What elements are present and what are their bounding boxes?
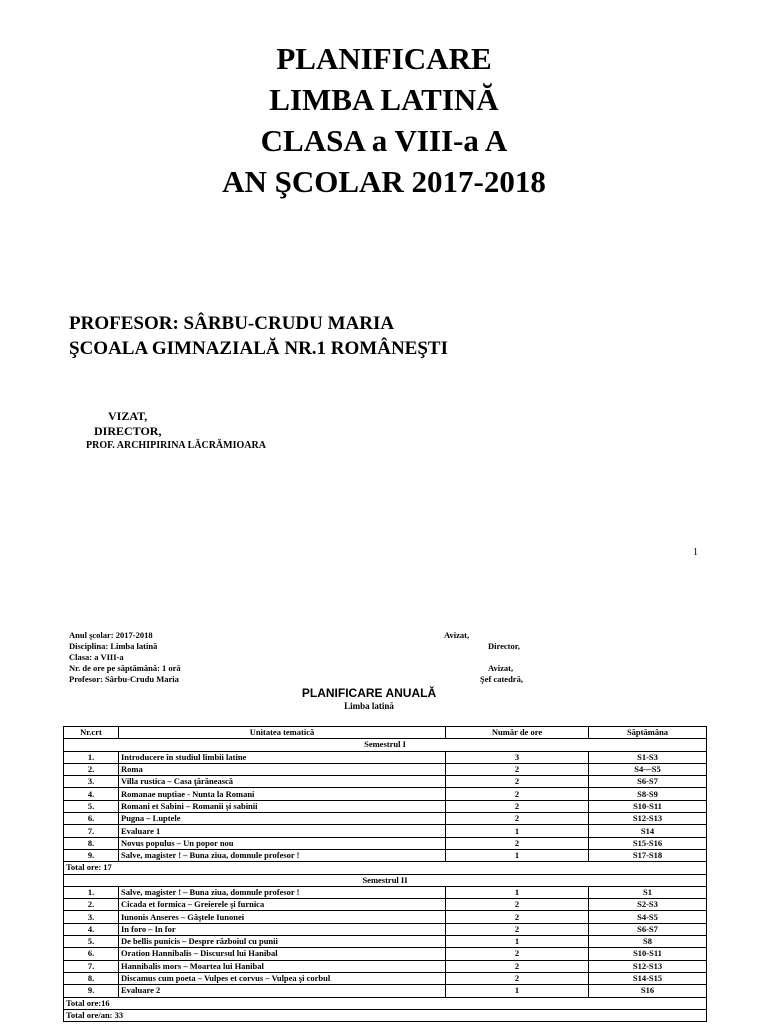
row-unit: Evaluare 1 bbox=[119, 825, 446, 837]
row-hours: 2 bbox=[446, 837, 589, 849]
row-hours: 2 bbox=[446, 776, 589, 788]
title-line-2: LIMBA LATINĂ bbox=[269, 82, 499, 117]
row-hours: 1 bbox=[446, 849, 589, 861]
header-unit: Unitatea tematică bbox=[119, 727, 446, 739]
row-week: S15-S16 bbox=[589, 837, 707, 849]
row-hours: 2 bbox=[446, 960, 589, 972]
row-week: S8-S9 bbox=[589, 788, 707, 800]
meta-class: Clasa: a VIII-a bbox=[69, 652, 124, 662]
school-name: ŞCOALA GIMNAZIALĂ NR.1 ROMÂNEŞTI bbox=[69, 338, 448, 359]
row-unit: Romani et Sabini – Romanii şi sabinii bbox=[119, 800, 446, 812]
row-number: 2. bbox=[64, 763, 119, 775]
row-hours: 2 bbox=[446, 899, 589, 911]
table-row bbox=[64, 985, 707, 997]
semester-2-total: Total ore:16 bbox=[64, 997, 707, 1009]
row-week: S1 bbox=[589, 886, 707, 898]
page-number: 1 bbox=[693, 547, 698, 558]
table-row bbox=[64, 800, 707, 812]
row-hours: 2 bbox=[446, 763, 589, 775]
row-unit: Romanae nuptiae - Nunta la Romani bbox=[119, 788, 446, 800]
semester-1-row bbox=[64, 739, 707, 751]
meta-sef-catedra: Şef catedră, bbox=[480, 674, 523, 684]
row-number: 4. bbox=[64, 788, 119, 800]
table-row bbox=[64, 923, 707, 935]
row-hours: 2 bbox=[446, 948, 589, 960]
table-row bbox=[64, 911, 707, 923]
row-week: S4—S5 bbox=[589, 763, 707, 775]
table-row bbox=[64, 813, 707, 825]
meta-avizat-1: Avizat, bbox=[444, 630, 470, 640]
row-unit: Pugna – Luptele bbox=[119, 813, 446, 825]
row-number: 4. bbox=[64, 923, 119, 935]
row-week: S8 bbox=[589, 936, 707, 948]
row-unit: In foro – In for bbox=[119, 923, 446, 935]
table-row bbox=[64, 837, 707, 849]
row-hours: 2 bbox=[446, 923, 589, 935]
row-week: S2-S3 bbox=[589, 899, 707, 911]
row-week: S17-S18 bbox=[589, 849, 707, 861]
table-row bbox=[64, 948, 707, 960]
row-unit: Cicada et formica – Greierele şi furnica bbox=[119, 899, 446, 911]
row-unit: Discamus cum poeta – Vulpes et corvus – Vulpea şi corbul bbox=[119, 972, 446, 984]
row-number: 1. bbox=[64, 886, 119, 898]
title-line-1: PLANIFICARE bbox=[276, 41, 492, 76]
row-unit: Salve, magister ! – Buna ziua, domnule profesor ! bbox=[119, 849, 446, 861]
title-line-3: CLASA a VIII-a A bbox=[260, 123, 508, 158]
title-line-4: AN ŞCOLAR 2017-2018 bbox=[222, 164, 546, 199]
row-week: S14 bbox=[589, 825, 707, 837]
row-number: 9. bbox=[64, 985, 119, 997]
row-week: S12-S13 bbox=[589, 960, 707, 972]
row-unit: Roma bbox=[119, 763, 446, 775]
table-row bbox=[64, 899, 707, 911]
director-name: PROF. ARCHIPIRINA LĂCRĂMIOARA bbox=[86, 440, 266, 451]
row-number: 5. bbox=[64, 800, 119, 812]
row-week: S6-S7 bbox=[589, 923, 707, 935]
row-hours: 2 bbox=[446, 800, 589, 812]
grand-total-row bbox=[64, 1009, 707, 1021]
meta-teacher: Profesor: Sârbu-Crudu Maria bbox=[69, 674, 179, 684]
table-row bbox=[64, 886, 707, 898]
semester-1-total-row bbox=[64, 862, 707, 874]
semester-1-total: Total ore: 17 bbox=[64, 862, 707, 874]
row-unit: Evaluare 2 bbox=[119, 985, 446, 997]
row-number: 2. bbox=[64, 899, 119, 911]
row-unit: Iunonis Anseres – Gâştele Iunonei bbox=[119, 911, 446, 923]
row-unit: Introducere în studiul limbii latine bbox=[119, 751, 446, 763]
row-week: S6-S7 bbox=[589, 776, 707, 788]
table-row bbox=[64, 776, 707, 788]
vizat-label: VIZAT, bbox=[108, 409, 148, 423]
row-unit: De bellis punicis – Despre războiul cu punii bbox=[119, 936, 446, 948]
table-row bbox=[64, 936, 707, 948]
row-number: 3. bbox=[64, 776, 119, 788]
semester-2-row bbox=[64, 874, 707, 886]
row-hours: 1 bbox=[446, 886, 589, 898]
row-number: 1. bbox=[64, 751, 119, 763]
header-nrcrt: Nr.crt bbox=[64, 727, 119, 739]
teacher-name: PROFESOR: SÂRBU-CRUDU MARIA bbox=[69, 313, 395, 334]
row-unit: Novus populus – Un popor nou bbox=[119, 837, 446, 849]
plan-title: PLANIFICARE ANUALĂ bbox=[301, 686, 437, 700]
plan-subtitle: Limba latină bbox=[344, 701, 394, 711]
row-hours: 3 bbox=[446, 751, 589, 763]
row-hours: 2 bbox=[446, 972, 589, 984]
meta-discipline: Disciplina: Limba latină bbox=[69, 641, 158, 651]
table-row bbox=[64, 763, 707, 775]
table-header-row bbox=[64, 727, 707, 739]
row-number: 8. bbox=[64, 972, 119, 984]
row-hours: 2 bbox=[446, 788, 589, 800]
table-row bbox=[64, 825, 707, 837]
row-week: S10-S11 bbox=[589, 800, 707, 812]
row-hours: 1 bbox=[446, 936, 589, 948]
meta-avizat-2: Avizat, bbox=[488, 663, 514, 673]
row-number: 9. bbox=[64, 849, 119, 861]
row-number: 8. bbox=[64, 837, 119, 849]
row-unit: Salve, magister ! – Buna ziua, domnule profesor ! bbox=[119, 886, 446, 898]
table-row bbox=[64, 972, 707, 984]
row-hours: 1 bbox=[446, 985, 589, 997]
row-week: S10-S11 bbox=[589, 948, 707, 960]
row-week: S1-S3 bbox=[589, 751, 707, 763]
row-unit: Villa rustica – Casa ţărănească bbox=[119, 776, 446, 788]
row-number: 6. bbox=[64, 813, 119, 825]
row-number: 5. bbox=[64, 936, 119, 948]
row-unit: Hannibalis mors – Moartea lui Hanibal bbox=[119, 960, 446, 972]
semester-1-label: Semestrul I bbox=[64, 739, 707, 751]
row-unit: Oration Hannibalis – Discursul lui Hanibal bbox=[119, 948, 446, 960]
meta-year: Anul şcolar: 2017-2018 bbox=[69, 630, 153, 640]
document-title bbox=[0, 38, 768, 202]
table-row bbox=[64, 751, 707, 763]
row-hours: 1 bbox=[446, 825, 589, 837]
row-number: 7. bbox=[64, 825, 119, 837]
semester-2-total-row bbox=[64, 997, 707, 1009]
row-week: S16 bbox=[589, 985, 707, 997]
grand-total: Total ore/an: 33 bbox=[64, 1009, 707, 1021]
semester-2-label: Semestrul II bbox=[64, 874, 707, 886]
meta-director: Director, bbox=[488, 641, 520, 651]
table-row bbox=[64, 849, 707, 861]
table-row bbox=[64, 788, 707, 800]
director-label: DIRECTOR, bbox=[94, 424, 162, 438]
row-week: S4-S5 bbox=[589, 911, 707, 923]
row-week: S14-S15 bbox=[589, 972, 707, 984]
header-week: Săptămâna bbox=[589, 727, 707, 739]
row-hours: 2 bbox=[446, 911, 589, 923]
header-hours: Număr de ore bbox=[446, 727, 589, 739]
table-row bbox=[64, 960, 707, 972]
meta-hours: Nr. de ore pe săptămână: 1 oră bbox=[69, 663, 181, 673]
row-number: 7. bbox=[64, 960, 119, 972]
annual-plan-table bbox=[63, 726, 707, 1022]
row-hours: 2 bbox=[446, 813, 589, 825]
row-number: 6. bbox=[64, 948, 119, 960]
row-number: 3. bbox=[64, 911, 119, 923]
row-week: S12-S13 bbox=[589, 813, 707, 825]
